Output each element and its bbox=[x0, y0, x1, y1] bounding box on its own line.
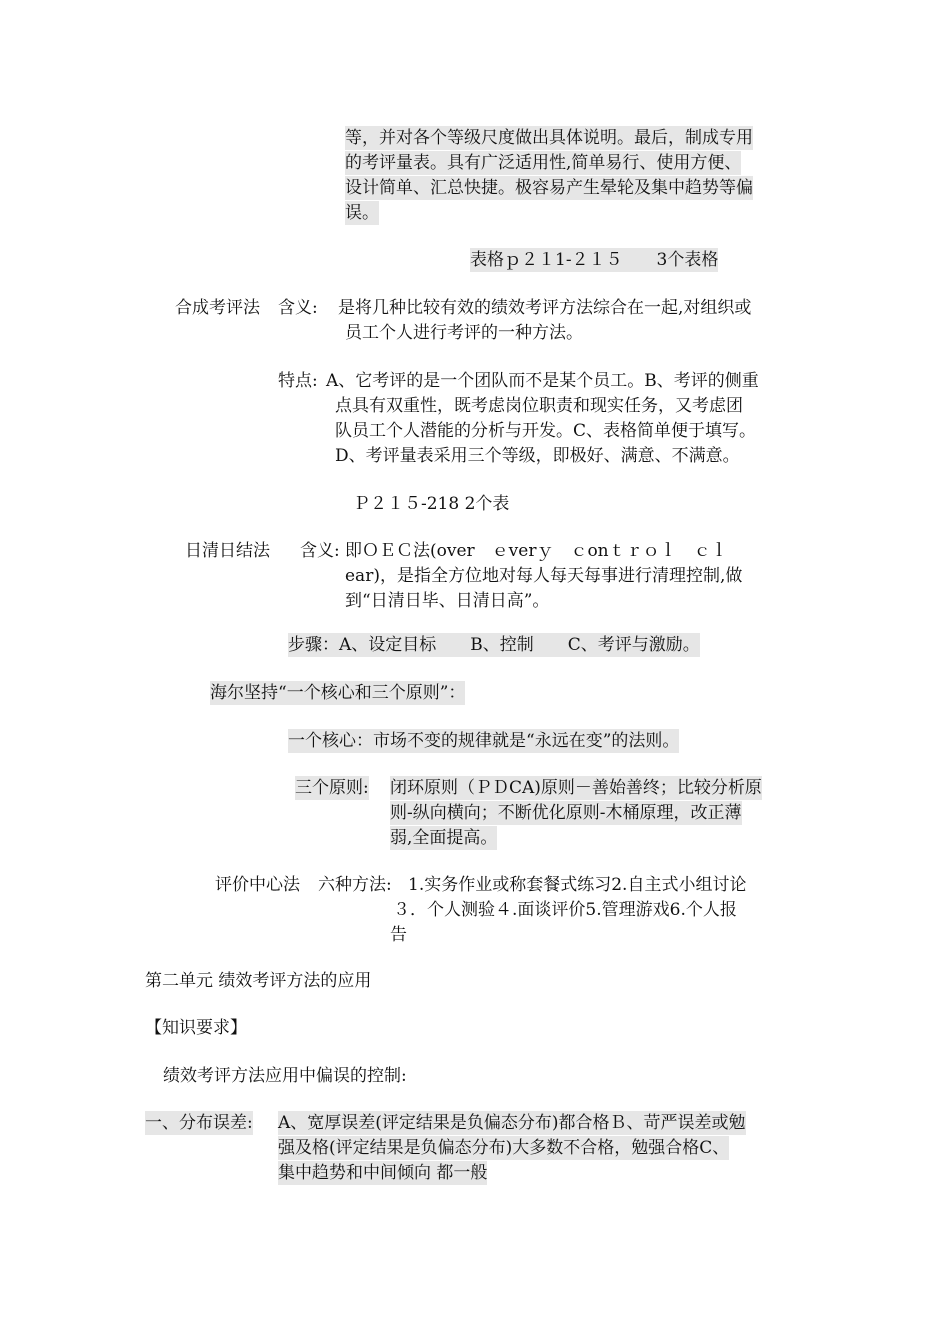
steps-line: 步骤：A、设定目标 B、控制 C、考评与激励。 bbox=[288, 635, 700, 655]
core-line: 一个核心：市场不变的规律就是“永远在变”的法则。 bbox=[288, 731, 680, 751]
method-title: 日清日结法 bbox=[185, 541, 270, 561]
definition-line: 即ＯＥＣ法(over ｅverｙ ｃonｔｒｏｌ ｃｌ bbox=[345, 541, 728, 561]
definition-label: 含义: bbox=[300, 541, 340, 561]
unit-title: 第二单元 绩效考评方法的应用 bbox=[145, 971, 372, 991]
error-label: 一、分布误差: bbox=[145, 1113, 253, 1133]
definition-line: 是将几种比较有效的绩效考评方法综合在一起,对组织或 bbox=[338, 298, 752, 318]
methods-label: 六种方法: bbox=[318, 875, 392, 895]
feature-line: 队员工个人潜能的分析与开发。C、表格简单便于填写。 bbox=[335, 421, 757, 441]
body-line: 的考评量表。具有广泛适用性,简单易行、使用方便、 bbox=[345, 153, 742, 173]
feature-line: 点具有双重性，既考虑岗位职责和现实任务，又考虑团 bbox=[335, 396, 743, 416]
table-reference: 表格ｐ２１1-２１５ 3个表格 bbox=[470, 250, 719, 270]
method-title: 评价中心法 bbox=[215, 875, 300, 895]
principles-line: 闭环原则（ＰＤCA)原则－善始善终；比较分析原 bbox=[390, 778, 762, 798]
subheading: 绩效考评方法应用中偏误的控制: bbox=[163, 1066, 407, 1086]
feature-label: 特点: bbox=[278, 371, 318, 391]
method-title: 合成考评法 bbox=[175, 298, 260, 318]
methods-line: 告 bbox=[390, 925, 407, 945]
definition-label: 含义: bbox=[278, 298, 318, 318]
knowledge-heading: 【知识要求】 bbox=[145, 1018, 247, 1038]
error-line: A、宽厚误差(评定结果是负偏态分布)都合格Ｂ、苛严误差或勉 bbox=[278, 1113, 746, 1133]
feature-line: A、它考评的是一个团队而不是某个员工。B、考评的侧重 bbox=[326, 371, 759, 391]
definition-line: 到“日清日毕、日清日高”。 bbox=[345, 591, 550, 611]
error-line: 集中趋势和中间倾向 都一般 bbox=[278, 1163, 488, 1183]
methods-line: 1.实务作业或称套餐式练习2.自主式小组讨论 bbox=[408, 875, 747, 895]
principles-line: 弱,全面提高。 bbox=[390, 828, 498, 848]
feature-line: D、考评量表采用三个等级，即极好、满意、不满意。 bbox=[335, 446, 740, 466]
definition-line: 员工个人进行考评的一种方法。 bbox=[345, 323, 583, 343]
principles-label: 三个原则: bbox=[295, 778, 369, 798]
body-line: 误。 bbox=[345, 203, 379, 223]
definition-line: ear)，是指全方位地对每人每天每事进行清理控制,做 bbox=[345, 566, 743, 586]
table-reference: Ｐ２１５-218 2个表 bbox=[353, 494, 510, 514]
methods-line: ３．个人测验４.面谈评价5.管理游戏6.个人报 bbox=[393, 900, 737, 920]
body-line: 等，并对各个等级尺度做出具体说明。最后，制成专用 bbox=[345, 128, 753, 148]
error-line: 强及格(评定结果是负偏态分布)大多数不合格，勉强合格C、 bbox=[278, 1138, 730, 1158]
principles-line: 则-纵向横向；不断优化原则-木桶原理，改正薄 bbox=[390, 803, 742, 823]
body-line: 设计简单、汇总快捷。极容易产生晕轮及集中趋势等偏 bbox=[345, 178, 753, 198]
haier-heading: 海尔坚持“一个核心和三个原则”： bbox=[210, 683, 466, 703]
